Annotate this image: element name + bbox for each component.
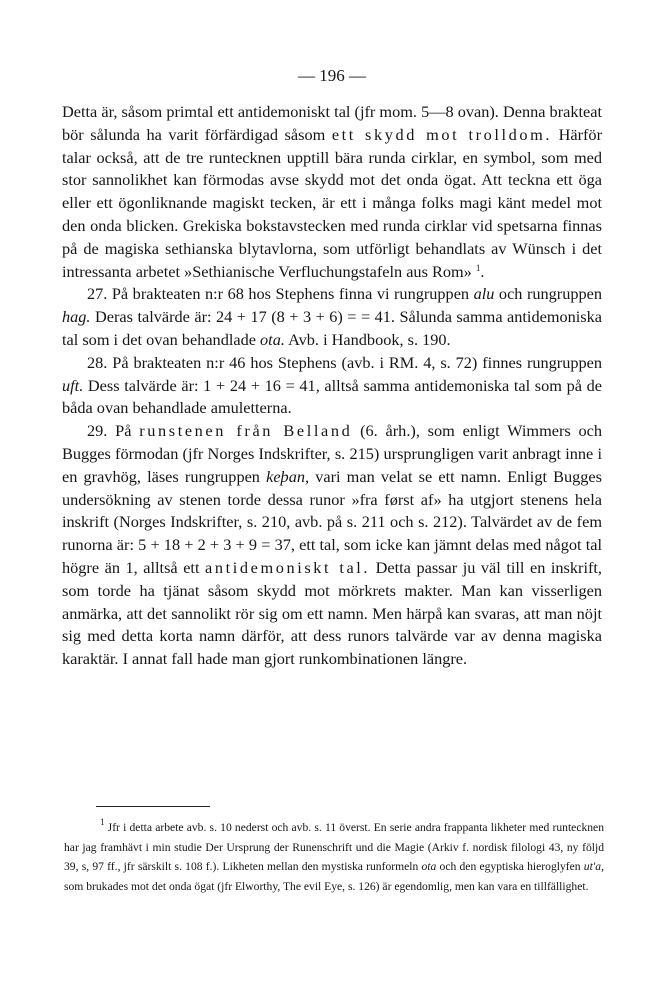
text-run: Deras talvärde är: 24 + 17 (8 + 3 + 6) = = 41. Sålunda samma antidemoniska tal som i det ovan behandlade xyxy=(62,307,602,349)
hieroglyph-term: ut'a, xyxy=(583,860,604,874)
paragraph-27 xyxy=(62,283,602,351)
rune-group: alu xyxy=(473,284,495,304)
paragraph-wunsch xyxy=(62,101,602,283)
spaced-phrase: runstenen från Belland xyxy=(139,421,353,441)
text-run: (6. årh.), som enligt Wimmers och Bugges förmodan (jfr Norges Indskrifter, s. 215) ursprungligen varit anbragt inne i en gravhög, läses rungruppen xyxy=(62,421,603,486)
text-run: . xyxy=(480,261,485,281)
text-run: och rungruppen xyxy=(494,284,603,304)
text-run: Jfr i detta arbete avb. s. 10 nederst och avb. s. 11 överst. En serie andra frappanta likheter med runtecknen har jag framhävt i min studie Der Ursprung der Runenschrift und die Magie (Arkiv f. nordisk filologi 43, ny följd 39, s, 97 ff., jfr särskilt s. 108 f.). Likheten mellan den mystiska runformeln xyxy=(64,821,604,874)
footnote-reference: 1 xyxy=(475,262,481,273)
text-run: vari man velat se ett namn. Enligt Bugges undersökning av stenen torde dessa runor »fra først af» ha utgjort stenens hela inskrift (Norges Indskrifter, s. 210, avb. på s. 211 och s. 212). Talvärdet av de fem runorna är: 5 + 18 + 2 + 3 + 9 = 37, ett tal, som icke kan jämnt delas med något tal högre än 1, alltså ett xyxy=(62,466,602,577)
paragraph-28 xyxy=(62,352,602,420)
spaced-phrase: ett skydd mot trolldom. xyxy=(331,124,553,144)
text-run: Avb. i Handbook, s. 190. xyxy=(284,329,451,349)
text-run: Detta passar ju väl till en inskrift, som torde ha tjänat såsom skydd mot mörkrets makter. Man kan visserligen anmärka, att det sannolikt rör sig om ett namn. Men härpå kan svaras, att man nöjt sig med detta korta namn därför, att dess runors talvärde var av denna magiska karaktär. I annat fall hade man gjort runkombinationen längre. xyxy=(62,557,602,669)
text-run: 27. På brakteaten n:r 68 hos Stephens finna vi rungruppen xyxy=(87,284,474,304)
text-run: och den egyptiska hieroglyfen xyxy=(436,860,584,874)
text-run: 29. På xyxy=(87,421,140,441)
footnote-divider xyxy=(96,806,210,807)
text-run: Detta är, såsom primtal ett antidemoniskt tal (jfr mom. 5—8 ovan). Denna brakteat bör sålunda ha varit förfärdigad såsom xyxy=(62,102,602,144)
text-run: som brukades mot det onda ögat (jfr Elworthy, The evil Eye, s. 126) är egendomlig, men kan vara en tillfällighet. xyxy=(64,879,589,893)
rune-group: uft. xyxy=(62,375,84,395)
spaced-phrase: antidemoniskt tal. xyxy=(205,557,371,577)
footnote xyxy=(64,818,604,896)
text-run: Härför talar också, att de tre runtecknen upptill bära runda cirklar, en symbol, som med stor sannolikhet kan förmodas avse skydd mot det onda ögat. Att teckna ett öga eller ett ögonliknande magiskt tecken, är ett i många folks magi känt medel mot den onda blicken. Grekiska bokstavstecken med runda cirklar vid spetsarna finnas på de magiska sethianska blytavlorna, som utförligt behandlats av Wünsch i det intressanta arbetet »Sethianische Verfluchungstafeln aus Rom» xyxy=(62,124,602,281)
rune-group: ota. xyxy=(260,329,285,349)
rune-group: hag. xyxy=(62,307,91,327)
footnote-mark: 1 xyxy=(100,817,105,827)
main-text xyxy=(62,101,602,671)
page-number: — 196 — xyxy=(298,66,366,85)
text-run: Dess talvärde är: 1 + 24 + 16 = 41, alltså samma antidemoniska tal som på de båda ovan behandlade amuletterna. xyxy=(62,375,602,418)
rune-group: keþan, xyxy=(266,466,310,486)
text-run: 28. På brakteaten n:r 46 hos Stephens (avb. i RM. 4, s. 72) finnes rungruppen xyxy=(87,352,602,372)
rune-group: ota xyxy=(421,860,437,874)
paragraph-29 xyxy=(62,420,602,671)
